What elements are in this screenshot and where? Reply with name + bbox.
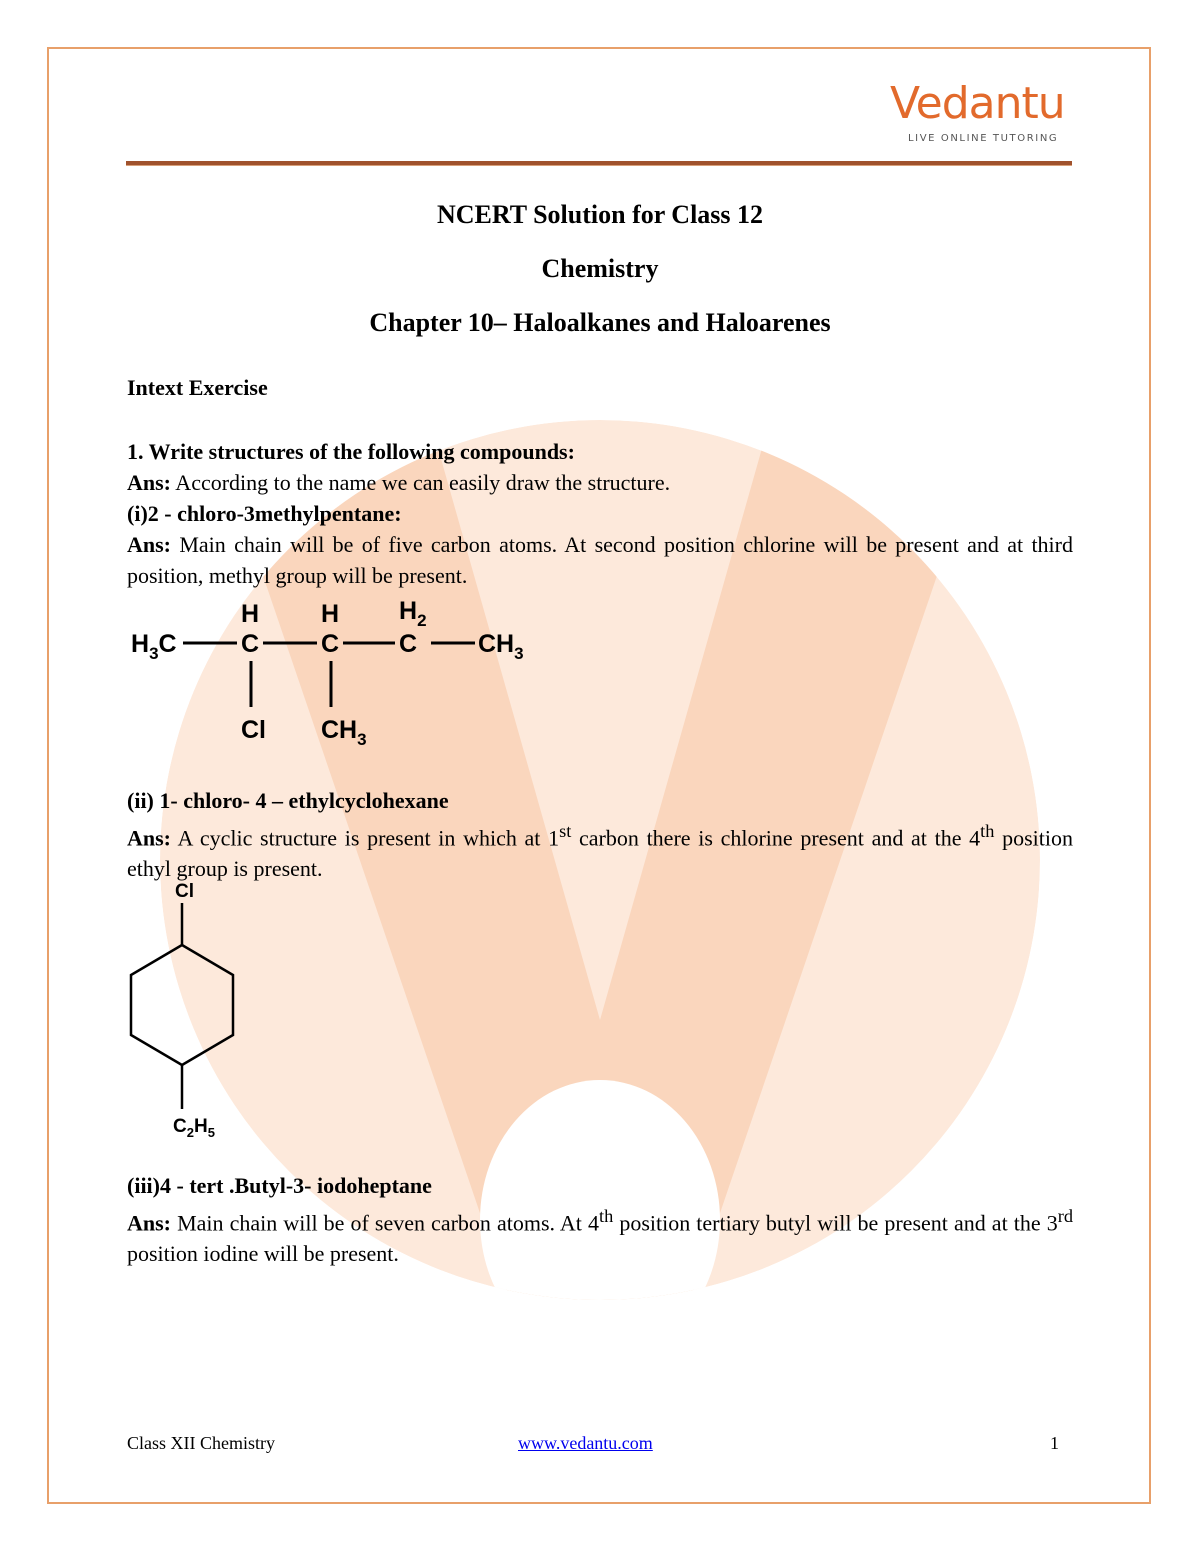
ans-text: position iodine will be present.: [127, 1241, 399, 1267]
part-3-answer: [127, 1201, 1073, 1269]
page-number: 1: [1050, 1433, 1059, 1453]
ans-text: position tertiary butyl will be present and at the 3: [613, 1210, 1058, 1236]
chem-label: C: [399, 630, 418, 658]
doc-chapter: Chapter 10– Haloalkanes and Haloarenes: [369, 308, 831, 337]
part-3-heading: (iii)4 - tert .Butyl-3- iodoheptane: [127, 1173, 432, 1198]
chem-label: $H_2$: [399, 597, 427, 630]
chem-label: $CH_3$: [321, 716, 367, 749]
superscript: rd: [1057, 1206, 1073, 1226]
chem-label: $CH_3$: [478, 630, 524, 663]
ans-label: Ans:: [127, 825, 172, 851]
part-2: [127, 785, 1073, 884]
superscript: th: [598, 1206, 614, 1226]
header-rule: [126, 161, 1072, 166]
doc-subject: Chemistry: [541, 254, 659, 283]
question-1-text: 1. Write structures of the following compounds:: [127, 439, 575, 464]
chem-label: C: [321, 630, 340, 658]
superscript: st: [559, 821, 572, 841]
ans-label: Ans:: [127, 470, 172, 495]
footer-website-link[interactable]: www.vedantu.com: [518, 1433, 653, 1453]
chem-label: Cl: [175, 881, 194, 902]
doc-title: NCERT Solution for Class 12: [436, 200, 764, 229]
question-1-answer: [127, 467, 1073, 498]
vedantu-logo: [890, 78, 1080, 153]
ans-label: Ans:: [127, 532, 172, 557]
chem-label: Cl: [241, 716, 266, 744]
structure-2-chloro-3-methylpentane: [125, 595, 545, 750]
question-1: [127, 436, 1073, 591]
superscript: th: [980, 821, 995, 841]
chem-label: C: [241, 630, 260, 658]
part-2-heading: (ii) 1- chloro- 4 – ethylcyclohexane: [127, 788, 449, 813]
part-2-answer: [127, 816, 1073, 884]
ans-label: Ans:: [127, 1210, 172, 1236]
chem-label: H: [241, 600, 260, 628]
part-3: [127, 1170, 1073, 1269]
part-1-answer: [127, 529, 1073, 591]
structure-1-chloro-4-ethylcyclohexane: [125, 877, 265, 1137]
chem-label: H: [321, 600, 340, 628]
ans-text: According to the name we can easily draw the structure.: [171, 470, 671, 495]
section-heading: Intext Exercise: [127, 375, 268, 400]
part-1-heading: (i)2 - chloro-3methylpentane:: [127, 501, 402, 526]
ans-text: Main chain will be of seven carbon atoms. At 4: [171, 1210, 599, 1236]
footer-class-label: Class XII Chemistry: [127, 1433, 275, 1453]
logo-wordmark: Vedantu: [890, 78, 1065, 129]
ans-text: A cyclic structure is present in which at 1: [171, 825, 560, 851]
chem-label: $C_2H_5$: [173, 1116, 215, 1137]
ans-text: Main chain will be of five carbon atoms. At second position chlorine will be present and at third position, methyl group will be present.: [127, 532, 1073, 588]
ans-text: position ethyl group is present.: [127, 825, 1074, 882]
logo-tagline: LIVE ONLINE TUTORING: [908, 133, 1059, 144]
chem-label: $H_3C$: [131, 630, 177, 663]
ans-text: carbon there is chlorine present and at the 4: [571, 825, 981, 851]
